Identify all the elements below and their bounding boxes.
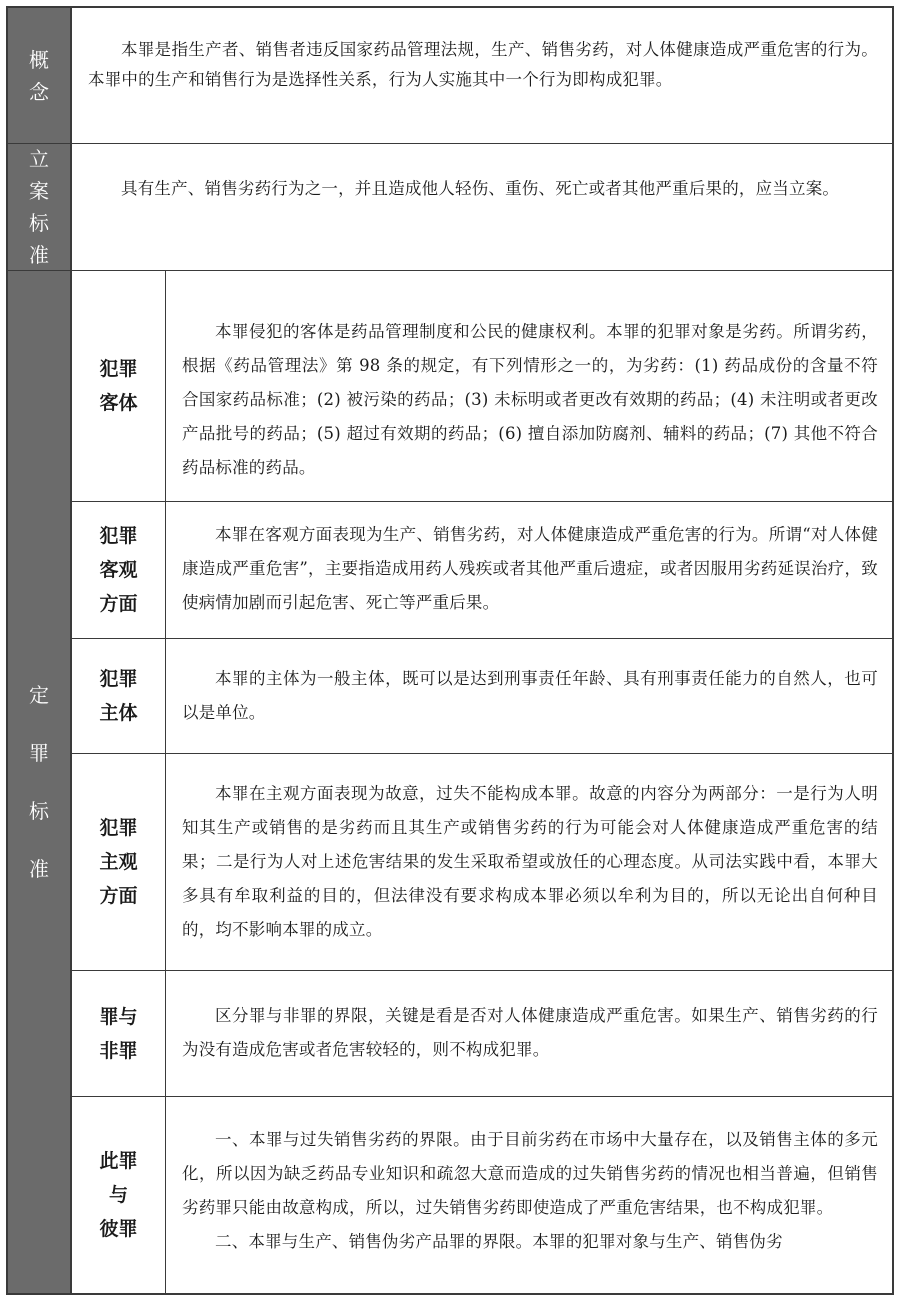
label-char: 准 <box>29 243 49 267</box>
section-body <box>166 639 892 753</box>
filing-label <box>8 144 72 270</box>
filing-text: 具有生产、销售劣药行为之一，并且造成他人轻伤、重伤、死亡或者其他严重后果的，应当立案。 <box>121 179 840 198</box>
label-char: 标 <box>29 799 49 823</box>
section-paragraph: 本罪侵犯的客体是药品管理制度和公民的健康权利。本罪的犯罪对象是劣药。所谓劣药，根据《药品管理法》第 98 条的规定，有下列情形之一的，为劣药：(1) 药品成份的含量不符合国家药品标准；(2) 被污染的药品；(3) 未标明或者更改有效期的药品；(4) 未注明或者更改产品批号的药品；(5) 超过有效期的药品；(6) 擅自添加防腐剂、辅料的药品；(7) 其他不符合药品标准的药品。 <box>182 322 878 477</box>
label-char: 案 <box>29 179 49 203</box>
section-body <box>166 1097 892 1293</box>
filing-row <box>8 144 892 271</box>
section-body <box>166 271 892 501</box>
conviction-row <box>8 271 892 1293</box>
section-label-line: 客观 <box>99 559 138 581</box>
section-crime-vs-noncrime <box>72 971 892 1097</box>
section-subjective <box>72 754 892 971</box>
section-label <box>72 754 166 970</box>
section-objective <box>72 502 892 639</box>
section-label-line: 此罪 <box>99 1150 138 1172</box>
label-char: 罪 <box>29 741 49 765</box>
section-label-line: 罪与 <box>99 1005 138 1028</box>
section-label-line: 方面 <box>99 593 138 615</box>
section-paragraph: 本罪在主观方面表现为故意，过失不能构成本罪。故意的内容分为两部分：一是行为人明知其生产或销售的是劣药而且其生产或销售劣药的行为可能会对人体健康造成严重危害的结果；二是行为人对上述危害结果的发生采取希望或放任的心理态度。从司法实践中看，本罪大多具有牟取利益的目的，但法律没有要求构成本罪必须以牟利为目的，所以无论出自何种目的，均不影响本罪的成立。 <box>182 784 878 939</box>
section-label-line: 主观 <box>99 851 138 873</box>
section-paragraph: 本罪的主体为一般主体，既可以是达到刑事责任年龄、具有刑事责任能力的自然人，也可以是单位。 <box>182 669 878 722</box>
section-label-line: 彼罪 <box>99 1218 138 1240</box>
label-char: 标 <box>29 211 49 235</box>
section-label <box>72 1097 166 1293</box>
section-subject <box>72 639 892 754</box>
section-label-line: 犯罪 <box>99 525 138 547</box>
section-label-line: 客体 <box>99 392 138 414</box>
section-paragraph: 一、本罪与过失销售劣药的界限。由于目前劣药在市场中大量存在，以及销售主体的多元化，所以因为缺乏药品专业知识和疏忽大意而造成的过失销售劣药的情况也相当普遍，但销售劣药罪只能由故意构成，所以，过失销售劣药即使造成了严重危害结果，也不构成犯罪。 <box>182 1130 878 1217</box>
crime-standards-table <box>6 6 894 1295</box>
section-label-line: 犯罪 <box>99 668 138 690</box>
section-label-line: 非罪 <box>99 1039 138 1062</box>
label-char: 概 <box>29 47 49 72</box>
section-label-line: 与 <box>108 1184 128 1206</box>
section-this-vs-other <box>72 1097 892 1293</box>
section-body <box>166 971 892 1096</box>
section-label <box>72 971 166 1096</box>
label-char: 念 <box>29 79 49 104</box>
label-char: 定 <box>29 683 49 707</box>
section-object <box>72 271 892 502</box>
section-body <box>166 502 892 638</box>
label-char: 立 <box>29 147 49 171</box>
concept-text: 本罪是指生产者、销售者违反国家药品管理法规，生产、销售劣药，对人体健康造成严重危害的行为。本罪中的生产和销售行为是选择性关系，行为人实施其中一个行为即构成犯罪。 <box>88 40 878 89</box>
section-label-line: 方面 <box>99 885 138 907</box>
conviction-label <box>8 271 72 1293</box>
section-body <box>166 754 892 970</box>
label-char: 准 <box>29 857 49 881</box>
section-label <box>72 502 166 638</box>
section-label <box>72 639 166 753</box>
section-label-line: 主体 <box>99 702 138 724</box>
section-label <box>72 271 166 501</box>
section-paragraph: 区分罪与非罪的界限，关键是看是否对人体健康造成严重危害。如果生产、销售劣药的行为没有造成危害或者危害较轻的，则不构成犯罪。 <box>182 1006 878 1059</box>
concept-label <box>8 8 72 143</box>
section-paragraph: 本罪在客观方面表现为生产、销售劣药，对人体健康造成严重危害的行为。所谓“对人体健康造成严重危害”，主要指造成用药人残疾或者其他严重后遗症，或者因服用劣药延误治疗，致使病情加剧而引起危害、死亡等严重后果。 <box>182 525 878 612</box>
concept-row <box>8 8 892 144</box>
section-label-line: 犯罪 <box>99 817 138 839</box>
section-paragraph: 二、本罪与生产、销售伪劣产品罪的界限。本罪的犯罪对象与生产、销售伪劣 <box>215 1232 783 1251</box>
section-label-line: 犯罪 <box>99 358 138 380</box>
